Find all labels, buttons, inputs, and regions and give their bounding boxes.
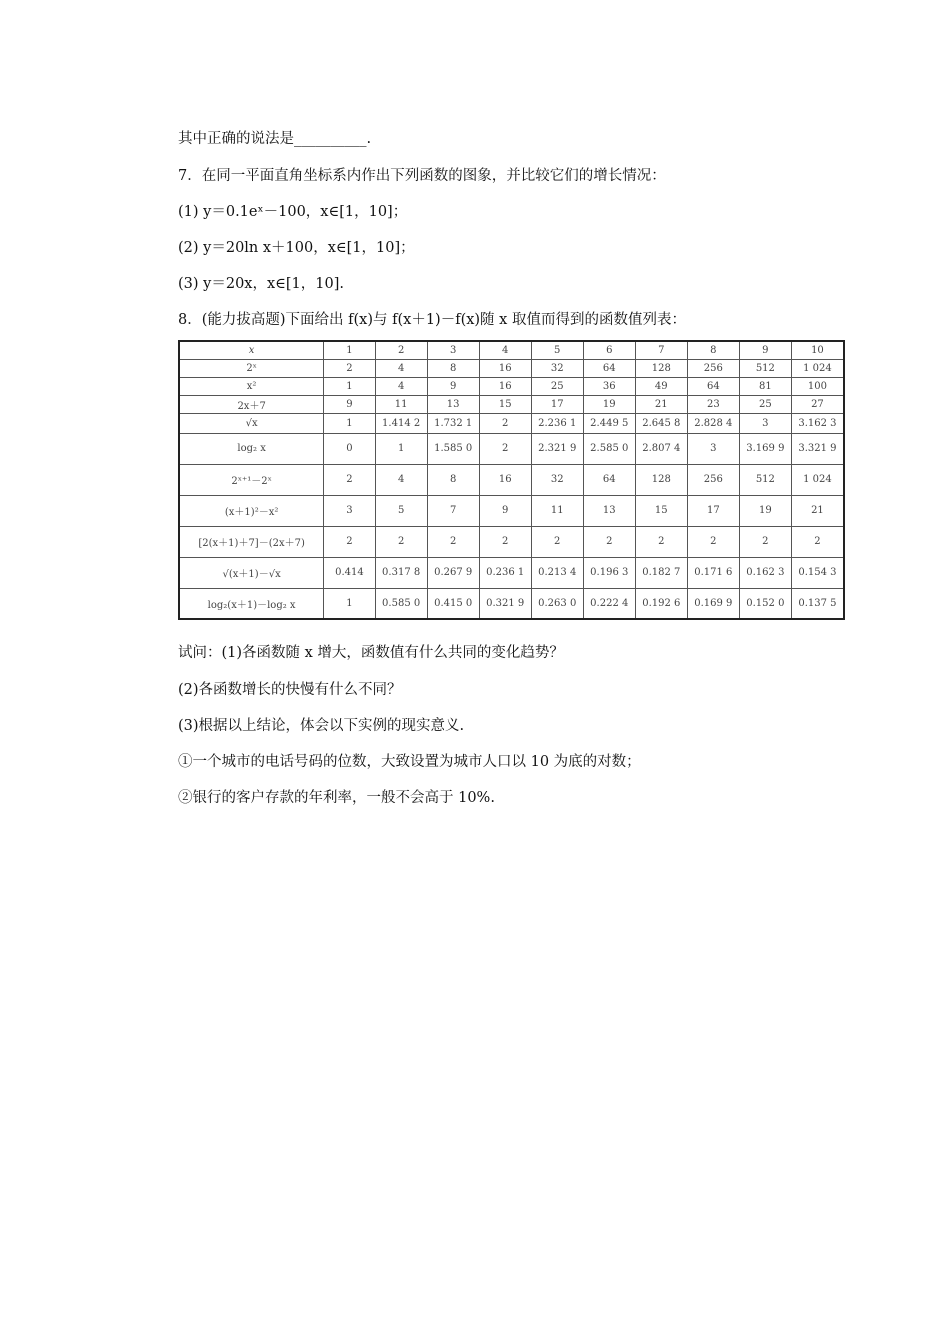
table-cell: 1 xyxy=(324,341,375,359)
table-row xyxy=(179,359,844,377)
table-cell: 2.645 8 xyxy=(635,413,687,433)
table-cell: 2 xyxy=(635,526,687,557)
table-cell: 0.263 0 xyxy=(531,588,583,619)
table-cell: 0.171 6 xyxy=(687,557,739,588)
row-label: 2ˣ xyxy=(179,359,324,377)
table-row xyxy=(179,433,844,464)
table-cell: 64 xyxy=(583,359,635,377)
row-label: [2(x＋1)＋7]－(2x＋7) xyxy=(179,526,324,557)
table-cell: 1 xyxy=(324,377,375,395)
row-label: 2ˣ⁺¹－2ˣ xyxy=(179,464,324,495)
table-cell: 3 xyxy=(324,495,375,526)
table-cell: 0.162 3 xyxy=(739,557,791,588)
table-cell: 1 024 xyxy=(791,464,844,495)
table-cell: 3.169 9 xyxy=(739,433,791,464)
table-cell: 10 xyxy=(791,341,844,359)
table-row xyxy=(179,377,844,395)
example-1: ①一个城市的电话号码的位数，大致设置为城市人口以 10 为底的对数； xyxy=(178,754,641,770)
table-cell: 2 xyxy=(479,433,531,464)
table-cell: 3 xyxy=(739,413,791,433)
answer-blank-line: 其中正确的说法是__________. xyxy=(178,131,372,147)
table-cell: 16 xyxy=(479,359,531,377)
table-cell: 0.236 1 xyxy=(479,557,531,588)
table-cell: 2 xyxy=(531,526,583,557)
table-cell: 16 xyxy=(479,377,531,395)
table-row xyxy=(179,495,844,526)
example-2: ②银行的客户存款的年利率，一般不会高于 10%. xyxy=(178,790,495,806)
table-cell: 3.162 3 xyxy=(791,413,844,433)
row-label: (x＋1)²－x² xyxy=(179,495,324,526)
table-cell: 32 xyxy=(531,464,583,495)
table-cell: 11 xyxy=(375,395,427,413)
table-cell: 21 xyxy=(791,495,844,526)
table-cell: 2 xyxy=(375,341,427,359)
table-cell: 3 xyxy=(427,341,479,359)
table-cell: 2 xyxy=(427,526,479,557)
table-row xyxy=(179,557,844,588)
table-cell: 3 xyxy=(687,433,739,464)
table-cell: 9 xyxy=(479,495,531,526)
table-cell: 21 xyxy=(635,395,687,413)
table-cell: 8 xyxy=(687,341,739,359)
question-8-ask-3: (3)根据以上结论，体会以下实例的现实意义. xyxy=(178,718,465,734)
question-7-item-3: (3) y＝20x，x∈[1，10]. xyxy=(178,276,344,292)
table-cell: 0.317 8 xyxy=(375,557,427,588)
question-8-ask-1: 试问：(1)各函数随 x 增大，函数值有什么共同的变化趋势？ xyxy=(178,645,564,661)
table-cell: 4 xyxy=(375,464,427,495)
table-cell: 81 xyxy=(739,377,791,395)
table-cell: 2 xyxy=(375,526,427,557)
table-cell: 2 xyxy=(479,413,531,433)
table-cell: 0.152 0 xyxy=(739,588,791,619)
table-cell: 0.213 4 xyxy=(531,557,583,588)
table-cell: 7 xyxy=(635,341,687,359)
table-cell: 19 xyxy=(583,395,635,413)
table-row xyxy=(179,464,844,495)
table-cell: 25 xyxy=(739,395,791,413)
table-cell: 0.267 9 xyxy=(427,557,479,588)
table-cell: 0.585 0 xyxy=(375,588,427,619)
row-label: √(x＋1)－√x xyxy=(179,557,324,588)
row-label: 2x＋7 xyxy=(179,395,324,413)
table-cell: 2.807 4 xyxy=(635,433,687,464)
table-cell: 0.154 3 xyxy=(791,557,844,588)
table-cell: 17 xyxy=(687,495,739,526)
table-cell: 16 xyxy=(479,464,531,495)
table-cell: 2 xyxy=(324,526,375,557)
table-cell: 64 xyxy=(687,377,739,395)
table-cell: 5 xyxy=(375,495,427,526)
table-cell: 0.196 3 xyxy=(583,557,635,588)
row-label: √x xyxy=(179,413,324,433)
table-cell: 2.585 0 xyxy=(583,433,635,464)
table-cell: 27 xyxy=(791,395,844,413)
table-cell: 2 xyxy=(687,526,739,557)
table-cell: 0.192 6 xyxy=(635,588,687,619)
table-cell: 6 xyxy=(583,341,635,359)
table-cell: 2 xyxy=(791,526,844,557)
table-cell: 4 xyxy=(375,359,427,377)
table-cell: 13 xyxy=(583,495,635,526)
table-cell: 32 xyxy=(531,359,583,377)
table-cell: 17 xyxy=(531,395,583,413)
table-cell: 5 xyxy=(531,341,583,359)
table-row xyxy=(179,413,844,433)
table-cell: 4 xyxy=(375,377,427,395)
table-cell: 2 xyxy=(324,359,375,377)
table-cell: 64 xyxy=(583,464,635,495)
row-label: log₂ x xyxy=(179,433,324,464)
table-cell: 128 xyxy=(635,464,687,495)
function-value-table xyxy=(178,340,845,620)
table-cell: 128 xyxy=(635,359,687,377)
table-cell: 1 xyxy=(324,413,375,433)
row-label: x xyxy=(179,341,324,359)
table-cell: 9 xyxy=(427,377,479,395)
table-cell: 19 xyxy=(739,495,791,526)
table-cell: 512 xyxy=(739,464,791,495)
table-cell: 2 xyxy=(739,526,791,557)
table-cell: 0.222 4 xyxy=(583,588,635,619)
question-7-item-1: (1) y＝0.1eˣ－100，x∈[1，10]； xyxy=(178,204,408,220)
question-7-title: 7．在同一平面直角坐标系内作出下列函数的图象，并比较它们的增长情况： xyxy=(178,168,666,184)
table-cell: 7 xyxy=(427,495,479,526)
table-cell: 36 xyxy=(583,377,635,395)
table-cell: 512 xyxy=(739,359,791,377)
row-label: log₂(x＋1)－log₂ x xyxy=(179,588,324,619)
question-8-title: 8．(能力拔高题)下面给出 f(x)与 f(x＋1)－f(x)随 x 取值而得到的函数值列表： xyxy=(178,312,686,328)
table-cell: 8 xyxy=(427,359,479,377)
table-cell: 8 xyxy=(427,464,479,495)
table-cell: 11 xyxy=(531,495,583,526)
table-cell: 9 xyxy=(739,341,791,359)
table-cell: 256 xyxy=(687,464,739,495)
table-cell: 49 xyxy=(635,377,687,395)
table-cell: 1 024 xyxy=(791,359,844,377)
question-8-ask-2: (2)各函数增长的快慢有什么不同？ xyxy=(178,682,402,698)
table-cell: 100 xyxy=(791,377,844,395)
table-cell: 256 xyxy=(687,359,739,377)
table-cell: 2 xyxy=(583,526,635,557)
table-cell: 2 xyxy=(324,464,375,495)
table-cell: 0.321 9 xyxy=(479,588,531,619)
table-cell: 25 xyxy=(531,377,583,395)
table-cell: 2.236 1 xyxy=(531,413,583,433)
table-cell: 0.414 xyxy=(324,557,375,588)
table-cell: 1.732 1 xyxy=(427,413,479,433)
table-cell: 1 xyxy=(324,588,375,619)
table-cell: 15 xyxy=(635,495,687,526)
table-cell: 1.414 2 xyxy=(375,413,427,433)
table-cell: 0.169 9 xyxy=(687,588,739,619)
table-cell: 15 xyxy=(479,395,531,413)
table-cell: 3.321 9 xyxy=(791,433,844,464)
table-row xyxy=(179,341,844,359)
table-cell: 2.321 9 xyxy=(531,433,583,464)
table-cell: 1.585 0 xyxy=(427,433,479,464)
table-row xyxy=(179,526,844,557)
table-cell: 0.182 7 xyxy=(635,557,687,588)
table-cell: 9 xyxy=(324,395,375,413)
table-cell: 0.137 5 xyxy=(791,588,844,619)
question-7-item-2: (2) y＝20ln x＋100，x∈[1，10]； xyxy=(178,240,415,256)
table-cell: 23 xyxy=(687,395,739,413)
table-cell: 0 xyxy=(324,433,375,464)
row-label: x² xyxy=(179,377,324,395)
table-cell: 1 xyxy=(375,433,427,464)
table-cell: 2.449 5 xyxy=(583,413,635,433)
table-cell: 0.415 0 xyxy=(427,588,479,619)
table-cell: 2.828 4 xyxy=(687,413,739,433)
table-row xyxy=(179,588,844,619)
table-cell: 4 xyxy=(479,341,531,359)
table-cell: 13 xyxy=(427,395,479,413)
table-cell: 2 xyxy=(479,526,531,557)
table-row xyxy=(179,395,844,413)
